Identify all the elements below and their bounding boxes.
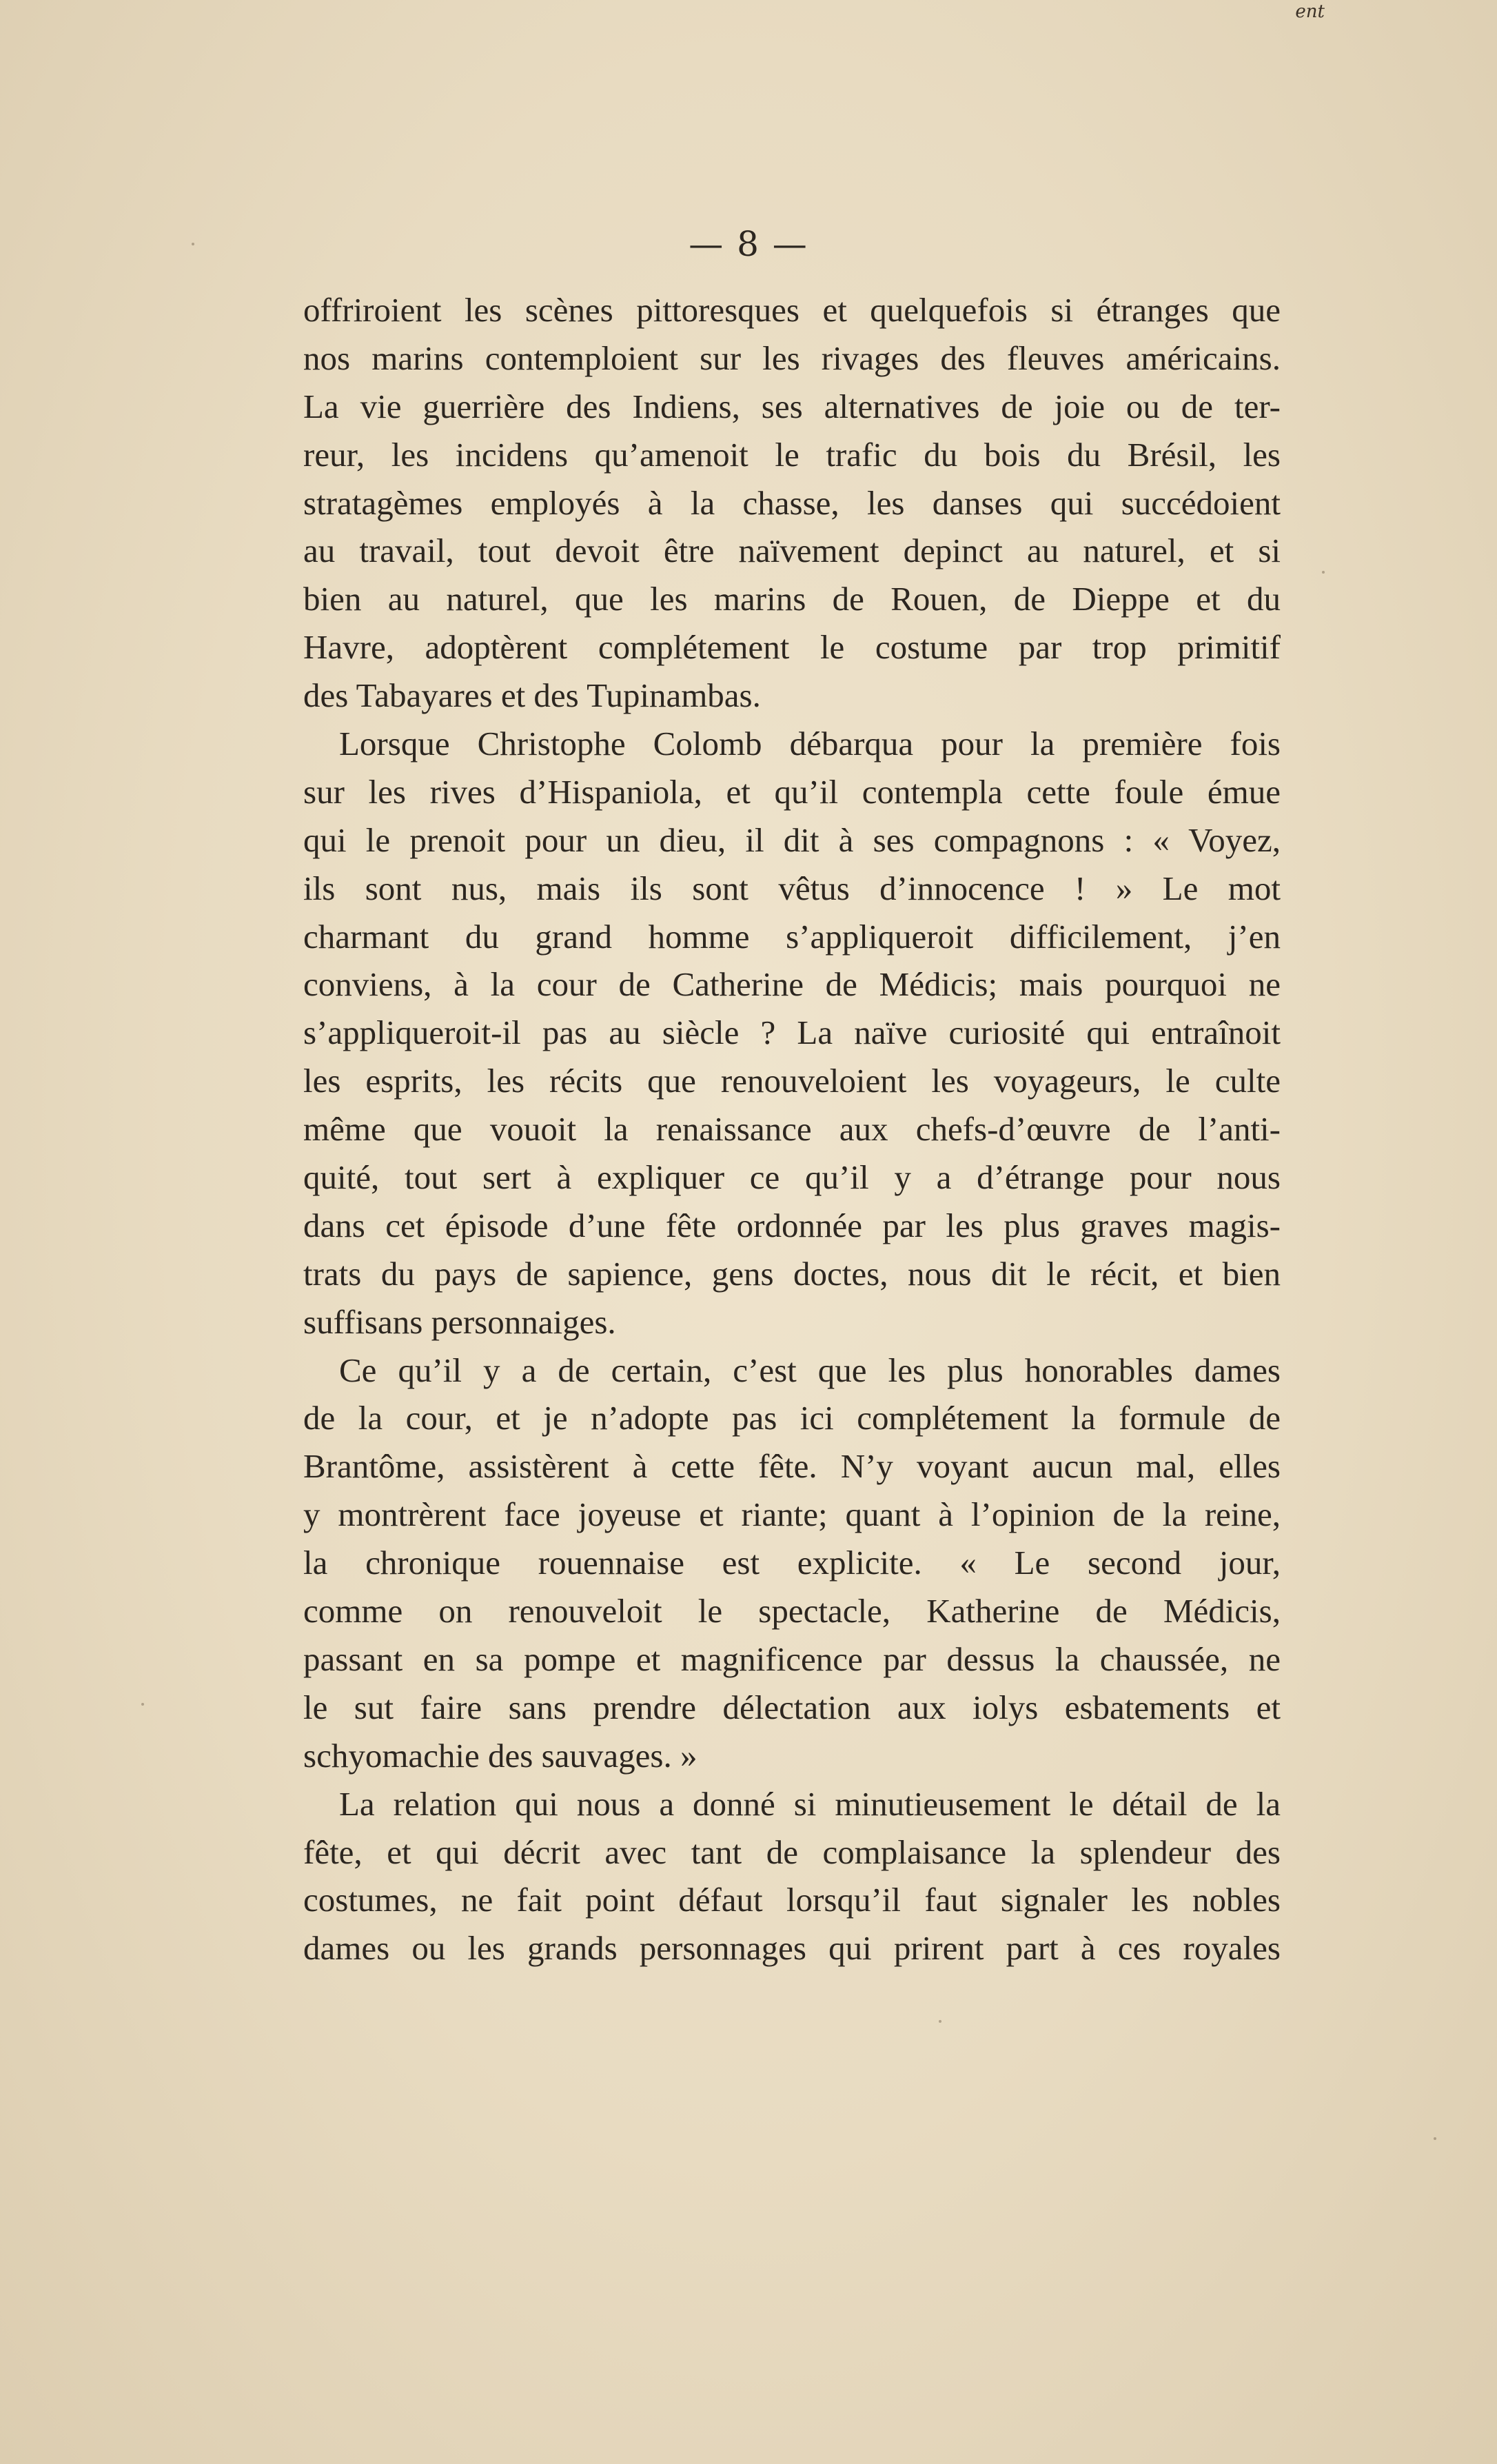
text-line: dames ou les grands personnages qui prirent part à ces royales <box>303 1929 1281 1968</box>
text-line: quité, tout sert à expliquer ce qu’il y a d’étrange pour nous <box>303 1158 1281 1197</box>
paper-speck <box>141 1703 144 1706</box>
text-line: même que vouoit la renaissance aux chefs-d’œuvre de l’anti- <box>303 1110 1281 1149</box>
paper-speck <box>192 243 194 245</box>
text-line: conviens, à la cour de Catherine de Médicis; mais pourquoi ne <box>303 965 1281 1004</box>
text-line: La relation qui nous a donné si minutieusement le détail de la <box>339 1784 1281 1823</box>
text-line: des Tabayares et des Tupinambas. <box>303 676 761 715</box>
paper-speck <box>1434 2137 1436 2140</box>
text-line: schyomachie des sauvages. » <box>303 1736 697 1775</box>
text-line: Ce qu’il y a de certain, c’est que les plus honorables dames <box>339 1351 1281 1389</box>
text-line: s’appliqueroit-il pas au siècle ? La naïve curiosité qui entraînoit <box>303 1013 1281 1052</box>
text-line: au travail, tout devoit être naïvement depinct au naturel, et si <box>303 532 1281 570</box>
text-line: Havre, adoptèrent complétement le costume par trop primitif <box>303 628 1281 667</box>
text-line: dans cet épisode d’une fête ordonnée par les plus graves magis- <box>303 1206 1281 1244</box>
text-line: les esprits, les récits que renouveloient les voyageurs, le culte <box>303 1062 1281 1100</box>
text-line: sur les rives d’Hispaniola, et qu’il contempla cette foule émue <box>303 772 1281 811</box>
text-line: qui le prenoit pour un dieu, il dit à ses compagnons : « Voyez, <box>303 820 1281 859</box>
corner-mark: ent <box>1295 1 1325 22</box>
text-line: de la cour, et je n’adopte pas ici complétement la formule de <box>303 1399 1281 1437</box>
text-line: la chronique rouennaise est explicite. « Le second jour, <box>303 1544 1281 1582</box>
text-line: comme on renouveloit le spectacle, Katherine de Médicis, <box>303 1592 1281 1630</box>
paper-speck <box>939 2020 941 2023</box>
text-line: suffisans personnaiges. <box>303 1302 616 1341</box>
text-line: charmant du grand homme s’appliqueroit difficilement, j’en <box>303 917 1281 956</box>
text-line: trats du pays de sapience, gens doctes, nous dit le récit, et bien <box>303 1254 1281 1293</box>
paper-speck <box>1322 571 1325 574</box>
text-line: ils sont nus, mais ils sont vêtus d’innocence ! » Le mot <box>303 869 1281 907</box>
text-line: fête, et qui décrit avec tant de complaisance la splendeur des <box>303 1832 1281 1871</box>
body-text <box>303 286 1281 1972</box>
text-line: costumes, ne fait point défaut lorsqu’il faut signaler les nobles <box>303 1881 1281 1919</box>
text-line: le sut faire sans prendre délectation aux iolys esbatements et <box>303 1688 1281 1726</box>
text-line: passant en sa pompe et magnificence par dessus la chaussée, ne <box>303 1639 1281 1678</box>
text-line: La vie guerrière des Indiens, ses alternatives de joie ou de ter- <box>303 387 1281 425</box>
page-number: — 8 — <box>689 224 808 264</box>
text-line: offriroient les scènes pittoresques et quelquefois si étranges que <box>303 291 1281 329</box>
text-line: Lorsque Christophe Colomb débarqua pour la première fois <box>339 725 1281 763</box>
text-line: reur, les incidens qu’amenoit le trafic du bois du Brésil, les <box>303 435 1281 474</box>
text-line: y montrèrent face joyeuse et riante; quant à l’opinion de la reine, <box>303 1495 1281 1534</box>
text-line: nos marins contemploient sur les rivages des fleuves américains. <box>303 339 1281 377</box>
text-line: bien au naturel, que les marins de Rouen, de Dieppe et du <box>303 580 1281 618</box>
text-line: stratagèmes employés à la chasse, les danses qui succédoient <box>303 483 1281 522</box>
text-line: Brantôme, assistèrent à cette fête. N’y voyant aucun mal, elles <box>303 1447 1281 1486</box>
